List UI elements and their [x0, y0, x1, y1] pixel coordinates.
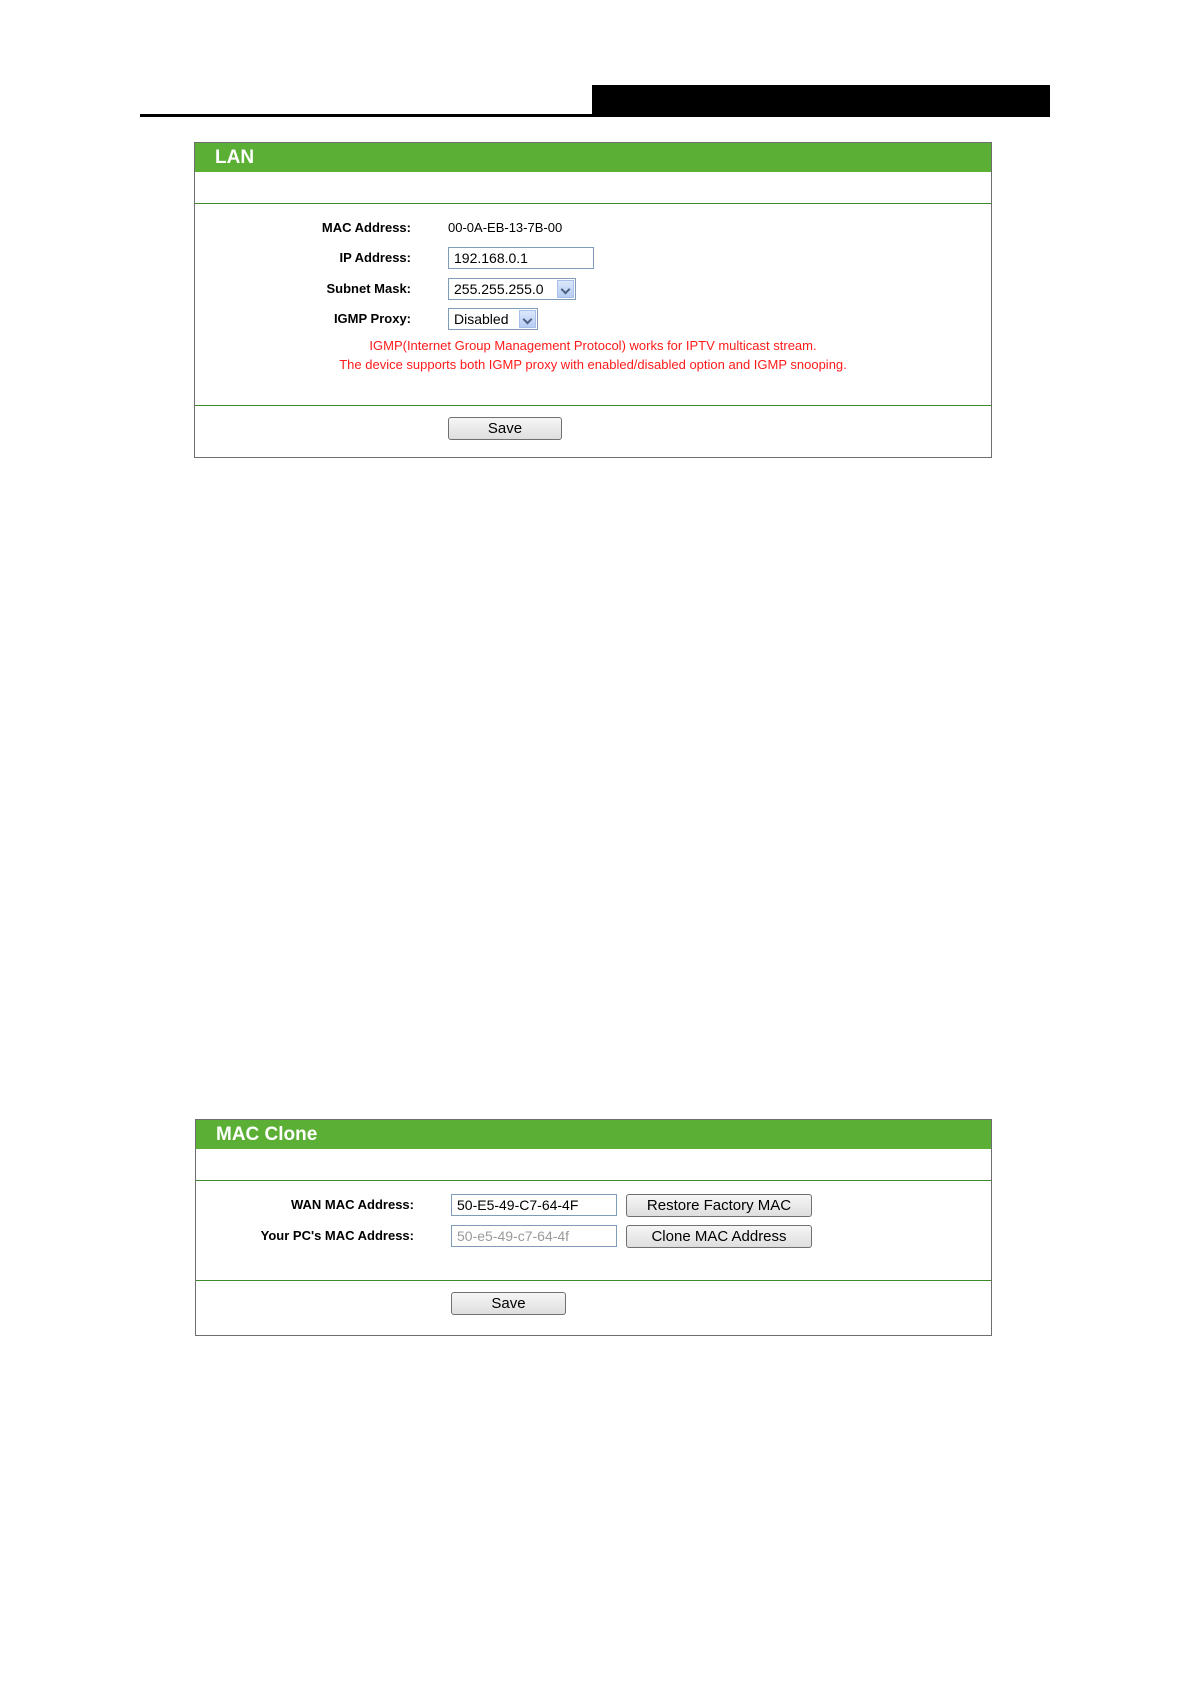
wan-mac-row — [196, 1192, 991, 1218]
lan-igmp-row — [195, 306, 991, 332]
ip-address-input[interactable]: 192.168.0.1 — [448, 247, 594, 269]
subnet-mask-label: Subnet Mask: — [326, 281, 411, 296]
subnet-mask-value: 255.255.255.0 — [454, 281, 544, 297]
igmp-note-line1: IGMP(Internet Group Management Protocol) works for IPTV multicast stream. — [369, 338, 817, 353]
mac-clone-panel — [195, 1119, 992, 1336]
wan-mac-input[interactable]: 50-E5-49-C7-64-4F — [451, 1194, 617, 1216]
lan-panel — [194, 142, 992, 458]
ip-address-label: IP Address: — [339, 250, 411, 265]
mac-clone-save-button[interactable]: Save — [451, 1292, 566, 1315]
igmp-note-line2: The device supports both IGMP proxy with enabled/disabled option and IGMP snooping. — [339, 357, 847, 372]
pc-mac-row — [196, 1223, 991, 1249]
mac-clone-title-band — [196, 1149, 991, 1181]
mac-clone-footer — [196, 1280, 991, 1312]
lan-mac-row — [195, 215, 991, 241]
mac-clone-panel-title: MAC Clone — [196, 1120, 991, 1149]
lan-panel-title: LAN — [195, 143, 991, 172]
clone-mac-address-button[interactable]: Clone MAC Address — [626, 1225, 812, 1248]
pc-mac-input[interactable]: 50-e5-49-c7-64-4f — [451, 1225, 617, 1247]
igmp-proxy-label: IGMP Proxy: — [333, 311, 411, 326]
pc-mac-label: Your PC's MAC Address: — [260, 1228, 414, 1243]
wan-mac-label: WAN MAC Address: — [290, 1197, 414, 1212]
igmp-proxy-value: Disabled — [454, 311, 509, 327]
igmp-proxy-select[interactable] — [448, 308, 538, 330]
chevron-down-icon[interactable] — [519, 310, 536, 328]
header-black-bar — [592, 85, 1050, 115]
chevron-down-icon[interactable] — [557, 280, 574, 298]
subnet-mask-select[interactable] — [448, 278, 576, 300]
lan-save-button[interactable]: Save — [448, 417, 562, 440]
mac-address-label: MAC Address: — [321, 220, 411, 235]
restore-factory-mac-button[interactable]: Restore Factory MAC — [626, 1194, 812, 1217]
mac-address-value: 00-0A-EB-13-7B-00 — [448, 220, 563, 235]
lan-subnet-row — [195, 276, 991, 302]
header-rule — [140, 114, 1050, 117]
lan-footer — [195, 405, 991, 437]
lan-title-band — [195, 172, 991, 204]
lan-ip-row — [195, 245, 991, 271]
